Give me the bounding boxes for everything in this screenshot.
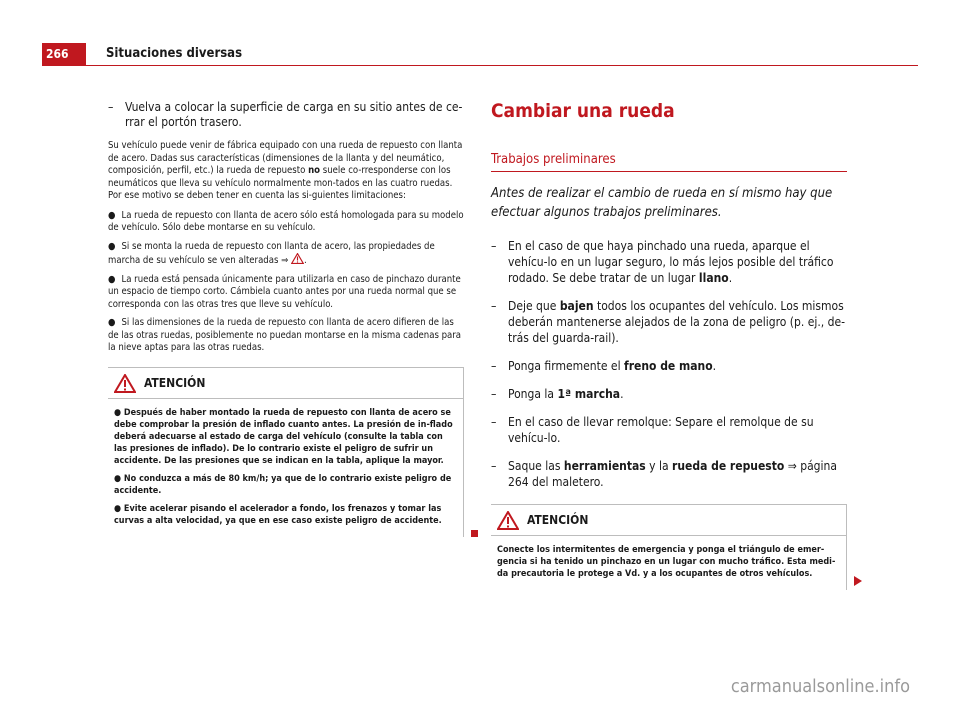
bullet-item bbox=[108, 274, 464, 312]
bullet-dot-icon: ● bbox=[108, 273, 116, 285]
page-number: 266 bbox=[42, 43, 86, 65]
step-text: Vuelva a colocar la superficie de carga en su sitio antes de ce-rrar el portón trasero. bbox=[125, 100, 463, 129]
bullet-text: Si las dimensiones de la rueda de repuesto con llanta de acero difieren de las de las otras ruedas, posiblemente no puedan montarse en la misma cadenas para la nieve aptas para las otras ruedas. bbox=[108, 317, 462, 353]
step-text: . bbox=[620, 387, 624, 401]
warning-item bbox=[114, 407, 455, 467]
warning-item bbox=[114, 503, 455, 527]
bullet-dot-icon: ● bbox=[108, 240, 116, 252]
warning-box bbox=[108, 367, 464, 537]
warning-box bbox=[491, 504, 847, 590]
step-bold: freno de mano bbox=[624, 359, 713, 373]
step-item bbox=[491, 358, 847, 374]
end-marker-icon bbox=[471, 530, 478, 537]
step-text: y la bbox=[645, 459, 672, 473]
step-item bbox=[491, 414, 847, 446]
step-text: Ponga firmemente el bbox=[508, 359, 624, 373]
bullet-text: La rueda está pensada únicamente para utilizarla en caso de pinchazo durante un espacio de tiempo corto. Cámbiela cuanto antes por una rueda normal que se corresponda con las otras tres que lleve su vehículo. bbox=[108, 273, 461, 310]
step-text: En el caso de que haya pinchado una rueda, aparque el vehícu-lo en un lugar seguro, lo más lejos posible del tráfico rodado. Se debe tratar de un lugar bbox=[508, 239, 834, 285]
warning-item bbox=[114, 473, 455, 497]
step-item bbox=[491, 238, 847, 286]
paragraph-text: Su vehículo puede venir de fábrica equipado con una rueda de repuesto con llanta de acero. Dadas sus características (dimensiones de la llanta y del neumático, composición, perfil, etc.) la rueda de repuesto bbox=[108, 140, 463, 176]
step-item bbox=[491, 298, 847, 346]
right-column bbox=[491, 100, 847, 590]
bullet-dot-icon: ● bbox=[114, 473, 122, 484]
step-bold: herramientas bbox=[563, 459, 646, 473]
warning-body bbox=[491, 536, 846, 590]
warning-header bbox=[491, 505, 846, 536]
header-rule bbox=[42, 65, 918, 66]
warning-text: Conecte los intermitentes de emergencia y ponga el triángulo de emer-gencia si ha tenido un pinchazo en un lugar con mucho tráfico. Esta medi-da precautoria le protege a Vd. y a los ocupantes de otros vehículos. bbox=[497, 545, 836, 579]
bullet-text: La rueda de repuesto con llanta de acero sólo está homologada para su modelo de vehículo. Sólo debe montarse en su vehículo. bbox=[108, 209, 464, 233]
left-column bbox=[108, 100, 464, 537]
warning-text: Después de haber montado la rueda de repuesto con llanta de acero se debe comprobar la presión de inflado cuanto antes. La presión de in-flado deberá adecuarse al estado de carga del vehículo (consulte la tabla con las presiones de inflado). De lo contrario existe el peligro de sufrir un accidente. De las presiones que se indican en la tabla, aplique la mayor. bbox=[114, 407, 453, 466]
warning-title: ATENCIÓN bbox=[527, 513, 589, 527]
bullet-dot-icon: ● bbox=[108, 209, 116, 221]
warning-triangle-icon bbox=[497, 511, 519, 530]
step-text: Ponga la bbox=[508, 387, 558, 401]
bullet-dot-icon: ● bbox=[114, 503, 122, 514]
continue-arrow-icon bbox=[854, 576, 862, 586]
step-item bbox=[108, 100, 464, 130]
bullet-item bbox=[108, 210, 464, 235]
step-text: todos los ocupantes del vehículo. Los mismos deberán mantenerse alejados de la zona de peligro (p. ej., de-trás del guarda-rail). bbox=[508, 299, 846, 345]
section-title: Situaciones diversas bbox=[106, 46, 243, 61]
dash-marker: – bbox=[491, 415, 497, 429]
body-paragraph bbox=[108, 140, 464, 203]
warning-triangle-icon bbox=[114, 374, 136, 393]
dash-marker: – bbox=[108, 100, 114, 114]
dash-marker: – bbox=[491, 459, 497, 473]
bullet-dot-icon: ● bbox=[108, 317, 116, 328]
step-bold: 1ª marcha bbox=[557, 387, 621, 401]
step-text: . bbox=[728, 271, 733, 285]
bullet-item bbox=[108, 317, 464, 355]
step-text: . bbox=[712, 359, 717, 373]
page-reference-link[interactable]: ⇒ página 264 del maletero. bbox=[508, 459, 837, 489]
bullet-text: Si se monta la rueda de repuesto con llanta de acero, las propiedades de marcha de su vehículo se ven alteradas ⇒ bbox=[108, 240, 435, 266]
dash-marker: – bbox=[491, 359, 497, 373]
warning-text: No conduzca a más de 80 km/h; ya que de lo contrario existe peligro de accidente. bbox=[114, 473, 452, 496]
step-bold: bajen bbox=[559, 299, 594, 313]
intro-text: Antes de realizar el cambio de rueda en sí mismo hay que efectuar algunos trabajos preliminares. bbox=[491, 186, 833, 220]
section-subtitle: Trabajos preliminares bbox=[491, 152, 847, 172]
watermark: carmanualsonline.info bbox=[730, 676, 910, 697]
step-text: Saque las bbox=[508, 459, 564, 473]
paragraph-bold: no bbox=[308, 165, 321, 176]
dash-marker: – bbox=[491, 239, 497, 253]
step-text: Deje que bbox=[508, 299, 560, 313]
chapter-title: Cambiar una rueda bbox=[491, 100, 675, 122]
dash-marker: – bbox=[491, 387, 497, 401]
step-bold: rueda de repuesto bbox=[672, 459, 785, 473]
dash-marker: – bbox=[491, 299, 497, 313]
warning-text: Evite acelerar pisando el acelerador a fondo, los frenazos y tomar las curvas a alta velocidad, ya que en ese caso existe peligro de accidente. bbox=[114, 503, 442, 526]
bullet-dot-icon: ● bbox=[114, 407, 122, 418]
warning-body bbox=[108, 399, 463, 537]
paragraph-text: suele co-rresponderse con los neumáticos que lleva su vehículo normalmente mon-tados en las cuatro ruedas. Por ese motivo se deben tener en cuenta las si-guientes limitaciones: bbox=[108, 165, 453, 201]
warning-title: ATENCIÓN bbox=[144, 375, 206, 390]
step-item bbox=[491, 386, 847, 402]
step-text: En el caso de llevar remolque: Separe el remolque de su vehícu-lo. bbox=[508, 415, 814, 445]
page-header bbox=[0, 0, 960, 66]
warning-header bbox=[108, 368, 463, 399]
step-bold: llano bbox=[698, 271, 729, 285]
warning-triangle-icon[interactable] bbox=[291, 253, 304, 264]
bullet-item bbox=[108, 241, 464, 268]
step-item bbox=[491, 458, 847, 490]
bullet-suffix: . bbox=[304, 255, 307, 266]
